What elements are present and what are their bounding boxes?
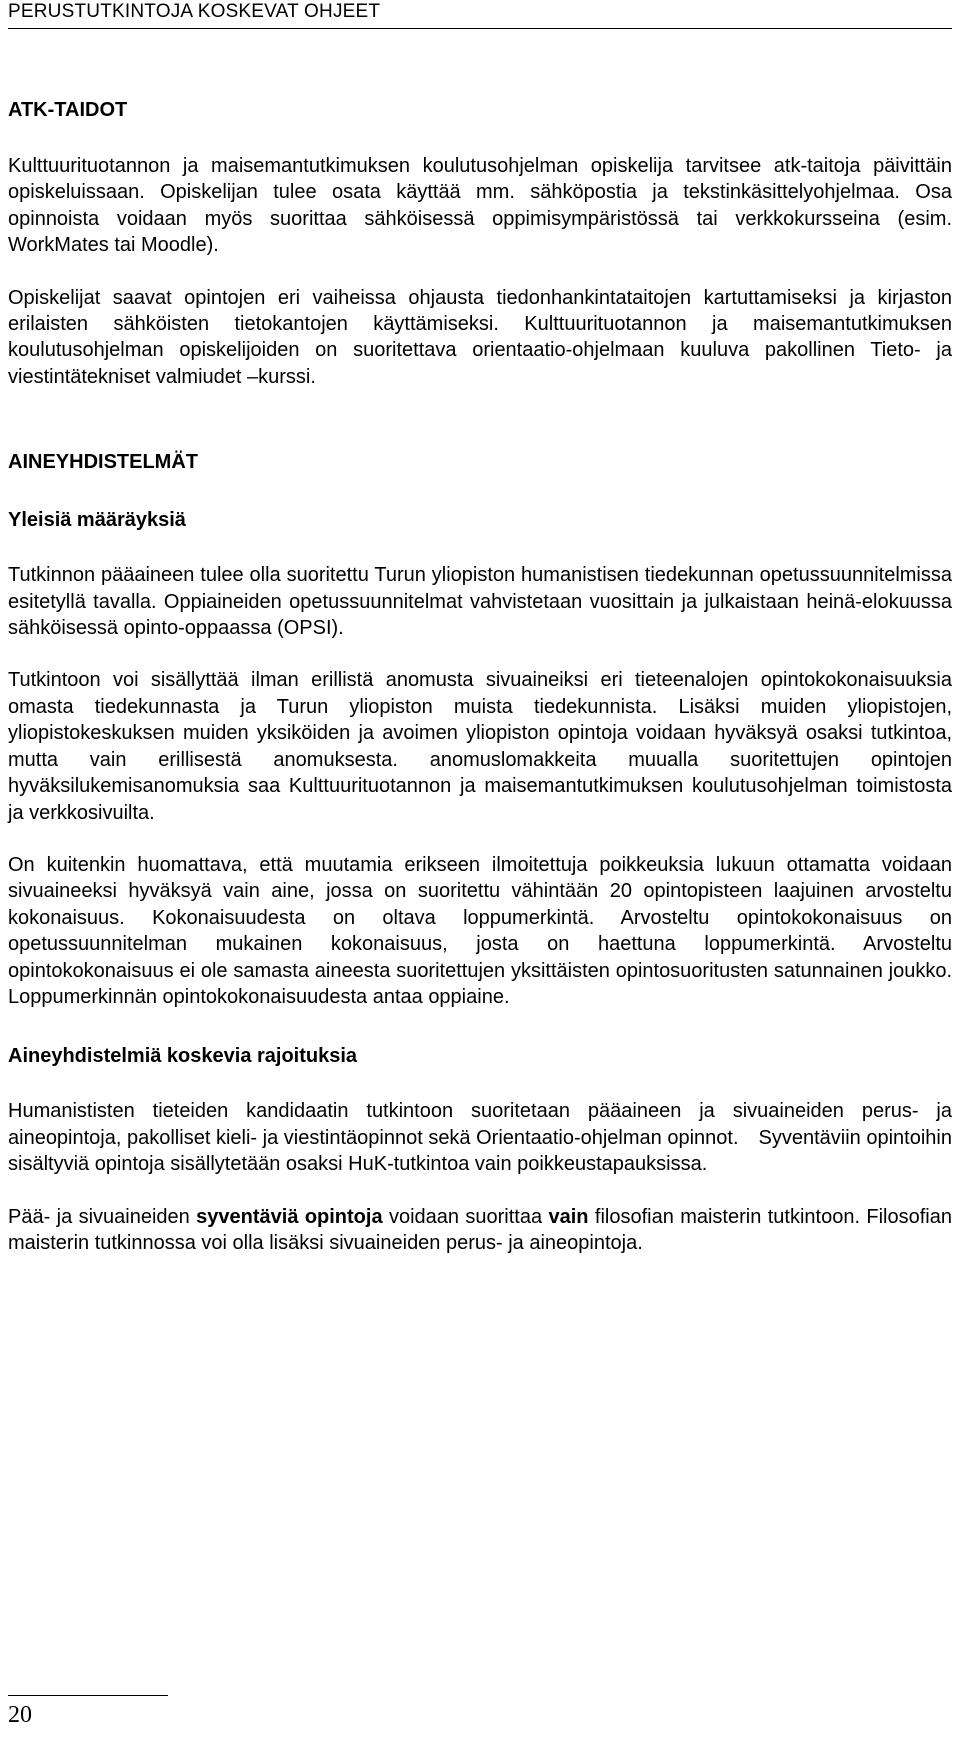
p5-bold-vain: vain: [548, 1205, 589, 1228]
document-body: [8, 96, 952, 1256]
running-header: PERUSTUTKINTOJA KOSKEVAT OHJEET: [8, 0, 952, 29]
atk-paragraph-2: Opiskelijat saavat opintojen eri vaiheissa ohjausta tiedonhankintataitojen kartuttamiseksi ja kirjaston erilaisten sähköisten tietokantojen käyttämiseksi. Kulttuurituotannon ja maisemantutkimuksen koulutusohjelman opiskelijoiden on suoritettava orientaatio-ohjelmaan kuuluva pakollinen Tieto- ja viestintätekniset valmiudet –kurssi.: [8, 286, 952, 388]
aine-paragraph-4: Humanististen tieteiden kandidaatin tutkintoon suoritetaan pääaineen ja sivuaineiden perus- ja aineopintoja, pakolliset kieli- ja viestintäopinnot sekä Orientaatio-ohjelman opinnot. Syventäviin opintoihin sisältyviä opintoja sisällytetään osaksi HuK-tutkintoa vain poikkeustapauksissa.: [8, 1100, 952, 1176]
p5-bold-syventavia: syventäviä opintoja: [196, 1205, 383, 1228]
aine-paragraph-3: On kuitenkin huomattava, että muutamia erikseen ilmoitettuja poikkeuksia lukuun ottamatta voidaan sivuaineeksi hyväksyä vain aine, jossa on suoritettu vähintään 20 opintopisteen laajuinen arvosteltu kokonaisuus. Kokonaisuudesta on oltava loppumerkintä. Arvosteltu opintokokonaisuus on opetussuunnitelman mukainen kokonaisuus, josta on haettuna loppumerkintä. Arvosteltu opintokokonaisuus ei ole samasta aineesta suoritettujen yksittäisten opintosuoritusten satunnainen joukko. Loppumerkinnän opintokokonaisuudesta antaa oppiaine.: [8, 853, 952, 1008]
aine-paragraph-2: Tutkintoon voi sisällyttää ilman erillistä anomusta sivuaineiksi eri tieteenalojen opintokokonaisuuksia omasta tiedekunnasta ja Turun yliopiston muista tiedekunnista. Lisäksi muiden yliopistojen, yliopistokeskuksen muiden yksiköiden ja avoimen yliopiston opintoja voidaan hyväksyä osaksi tutkintoa, mutta vain erillisestä anomuksesta. anomuslomakkeita muualla suoritettujen opintojen hyväksilukemisanomuksia saa Kulttuurituotannon ja maisemantutkimuksen koulutusohjelman toimistosta ja verkkosivuilta.: [8, 669, 952, 824]
subheading-yleisia-maarayksia: Yleisiä määräyksiä: [8, 509, 186, 532]
aine-paragraph-5: [8, 1204, 952, 1257]
aine-paragraph-1: Tutkinnon pääaineen tulee olla suoritettu Turun yliopiston humanistisen tiedekunnan opetussuunnitelmissa esitetyllä tavalla. Oppiaineiden opetussuunnitelmat vahvistetaan vuosittain ja julkaistaan heinä-elokuussa sähköisessä opinto-oppaassa (OPSI).: [8, 564, 952, 640]
p5-text-a: Pää- ja sivuaineiden: [8, 1205, 197, 1228]
section-heading-atk: ATK-TAIDOT: [8, 99, 128, 121]
p5-text-e: filosofian maisterin tutkintoon. Filosofian maisterin tutkinnossa voi olla lisäksi sivuaineiden perus- ja aineopintoja.: [8, 1205, 952, 1254]
section-heading-aineyhdistelmat: AINEYHDISTELMÄT: [8, 451, 198, 474]
page-number: 20: [8, 1702, 32, 1728]
atk-paragraph-1: Kulttuurituotannon ja maisemantutkimuksen koulutusohjelman opiskelija tarvitsee atk-taitoja päivittäin opiskeluissaan. Opiskelijan tulee osata käyttää mm. sähköpostia ja tekstinkäsittelyohjelmaa. Osa opinnoista voidaan myös suorittaa sähköisessä oppimisympäristössä tai verkkokursseina (esim. WorkMates tai Moodle).: [8, 155, 952, 257]
p5-text-c: voidaan suorittaa: [382, 1205, 549, 1228]
footer-rule: [8, 1695, 168, 1696]
subheading-rajoitukset: Aineyhdistelmiä koskevia rajoituksia: [8, 1045, 358, 1068]
